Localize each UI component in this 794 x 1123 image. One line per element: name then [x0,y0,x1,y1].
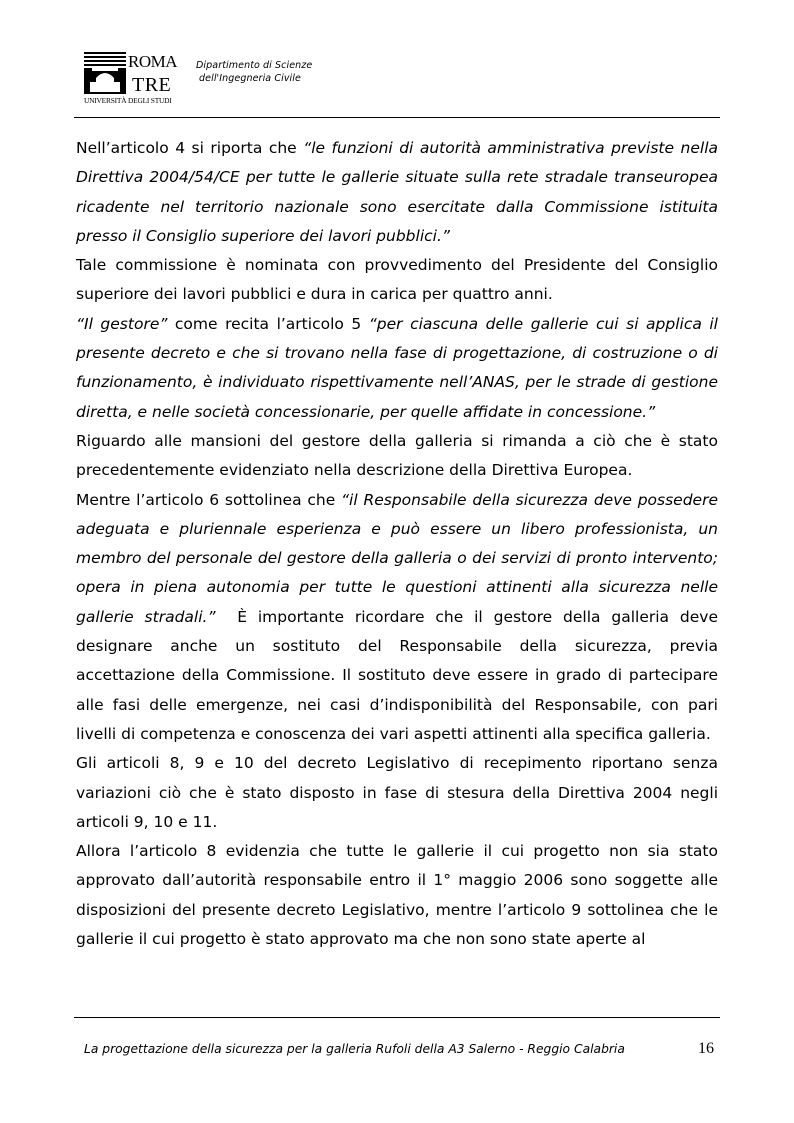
paragraph-7-text: Allora l’articolo 8 evidenzia che tutte le gallerie il cui progetto non sia stato approvato dall’autorità responsabile entro il 1° maggio 2006 sono soggette alle disposizioni del presente decreto Legislativo, mentre l’articolo 9 sottolinea che le gallerie il cui progetto è stato approvato ma che non sono state aperte al [76,842,718,949]
paragraph-4-text: Riguardo alle mansioni del gestore della galleria si rimanda a ciò che è stato precedentemente evidenziato nella descrizione della Direttiva Europea. [76,431,718,480]
footer-title: La progettazione della sicurezza per la galleria Rufoli della A3 Salerno - Reggio Calabria [84,1042,625,1056]
footer-divider [74,1017,720,1018]
paragraph-2-text: Tale commissione è nominata con provvedimento del Presidente del Consiglio superiore dei lavori pubblici e dura in carica per quattro anni. [76,256,718,304]
paragraph-7 [76,837,718,954]
department-name [196,59,312,85]
department-line-1: Dipartimento di Scienze [196,60,313,71]
page-number: 16 [698,1040,714,1057]
roma-tre-university-logo [82,50,184,106]
logo-text-university: UNIVERSITÀ DEGLI STUDI [84,96,172,105]
document-body [76,134,723,954]
paragraph-5-quote: “il Responsabile della sicurezza deve possedere adeguata e pluriennale esperienza e può essere un libero professionista, un membro del personale del gestore della galleria o dei servizi di pronto intervento; opera in piena autonomia per tutte le questioni attinenti alla sicurezza nelle gallerie stradali.” [76,490,718,626]
university-emblem [84,52,126,94]
paragraph-3-text: come recita l’articolo 5 [167,314,369,333]
paragraph-3-quote-1: “Il gestore” [76,314,168,333]
paragraph-1-text: Nell’articolo 4 si riporta che [76,139,304,157]
paragraph-1 [76,134,718,251]
paragraph-3 [76,310,718,427]
paragraph-5 [76,486,723,750]
department-line-2: dell'Ingegneria Civile [199,73,301,84]
paragraph-2 [76,251,718,310]
paragraph-5-text-1: Mentre l’articolo 6 sottolinea che [76,490,342,509]
paragraph-3-quote-2: “per ciascuna delle gallerie cui si applica il presente decreto e che si trovano nella fase di progettazione, di costruzione o di funzionamento, è individuato rispettivamente nell’ANAS, per le strade di gestione diretta, e nelle società concessionarie, per quelle affidate in concessione.” [76,314,718,421]
page-footer [84,1040,720,1060]
header-divider [74,117,720,118]
paragraph-6-text: Gli articoli 8, 9 e 10 del decreto Legislativo di recepimento riportano senza variazioni ciò che è stato disposto in fase di stesura della Direttiva 2004 negli articoli 9, 10 e 11. [76,754,718,831]
logo-text-tre: TRE [132,74,172,96]
page-header [78,50,720,110]
logo-text-roma: ROMA [128,52,178,71]
paragraph-6 [76,749,718,837]
paragraph-5-text-2: È importante ricordare che il gestore della galleria deve designare anche un sostituto del Responsabile della sicurezza, previa accettazione della Commissione. Il sostituto deve essere in grado di partecipare alle fasi delle emergenze, nei casi d’indisponibilità del Responsabile, con pari livelli di competenza e conoscenza dei vari aspetti attinenti alla specifica galleria. [76,607,723,743]
paragraph-4 [76,427,718,486]
paragraph-1-quote: “le funzioni di autorità amministrativa previste nella Direttiva 2004/54/CE per tutte le gallerie situate sulla rete stradale transeuropea ricadente nel territorio nazionale sono esercitate dalla Commissione istituita presso il Consiglio superiore dei lavori pubblici.” [76,139,718,245]
